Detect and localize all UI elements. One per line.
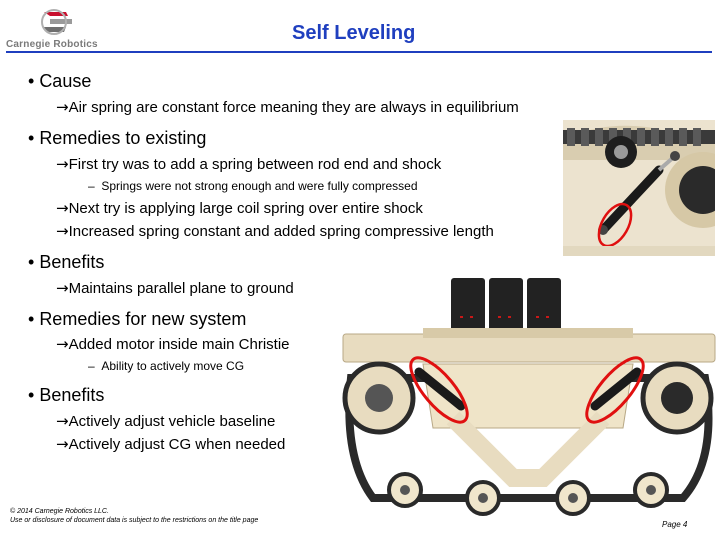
- arrow-icon: →: [56, 279, 69, 297]
- point-remedy-3: [56, 222, 494, 240]
- point-cause: [56, 98, 519, 116]
- bullet-benefits-1: • Benefits: [28, 252, 105, 272]
- bullet-cause: • Cause: [28, 71, 92, 91]
- page-title: Self Leveling: [292, 22, 416, 44]
- point-benefits-1: [56, 279, 294, 297]
- subpoint-remedy-1-text: Springs were not strong enough and were fully compressed: [101, 179, 418, 193]
- point-benefits-1-text: Maintains parallel plane to ground: [68, 280, 294, 297]
- shock-closeup-image: [563, 120, 715, 256]
- point-benefits-2a: [56, 412, 275, 430]
- logo-text: Carnegie Robotics: [6, 39, 98, 50]
- arrow-icon: →: [56, 199, 69, 217]
- subpoint-remedy-new-1: – Ability to actively move CG: [88, 359, 245, 373]
- arrow-icon: →: [56, 155, 69, 173]
- footer-notice: [10, 507, 258, 525]
- point-remedy-2-text: Next try is applying large coil spring over entire shock: [68, 200, 423, 217]
- bullet-remedies-existing: • Remedies to existing: [28, 128, 207, 148]
- copyright-text: © 2014 Carnegie Robotics LLC.: [10, 508, 109, 515]
- arrow-icon: →: [56, 335, 69, 353]
- logo-mark-icon: [6, 6, 114, 40]
- arrow-icon: →: [56, 222, 69, 240]
- page-number: Page 4: [662, 520, 688, 529]
- bullet-remedies-new-label: Remedies for new system: [39, 309, 247, 329]
- arrow-icon: →: [56, 98, 69, 116]
- carnegie-robotics-logo: [6, 6, 114, 54]
- point-remedy-new-1-text: Added motor inside main Christie: [68, 336, 290, 353]
- title-divider: [6, 51, 712, 53]
- subpoint-remedy-new-1-text: Ability to actively move CG: [101, 359, 245, 373]
- arrow-icon: →: [56, 435, 69, 453]
- point-benefits-2b-text: Actively adjust CG when needed: [68, 436, 286, 453]
- point-remedy-1: [56, 155, 441, 173]
- bullet-benefits-1-label: Benefits: [39, 252, 105, 272]
- subpoint-remedy-1: – Springs were not strong enough and were fully compressed: [88, 179, 418, 193]
- bullet-remedies-new: • Remedies for new system: [28, 309, 247, 329]
- bullet-benefits-2: • Benefits: [28, 385, 105, 405]
- point-remedy-3-text: Increased spring constant and added spring compressive length: [68, 223, 494, 240]
- point-remedy-1-text: First try was to add a spring between rod end and shock: [68, 156, 442, 173]
- point-remedy-new-1: [56, 335, 290, 353]
- restriction-text: Use or disclosure of document data is subject to the restrictions on the title page: [10, 517, 259, 524]
- bullet-cause-label: Cause: [39, 71, 92, 91]
- point-benefits-2b: [56, 435, 285, 453]
- point-remedy-2: [56, 199, 423, 217]
- point-cause-text: Air spring are constant force meaning they are always in equilibrium: [68, 99, 519, 116]
- vehicle-render-image: [333, 268, 720, 530]
- bullet-benefits-2-label: Benefits: [39, 385, 105, 405]
- bullet-remedies-existing-label: Remedies to existing: [39, 128, 207, 148]
- point-benefits-2a-text: Actively adjust vehicle baseline: [68, 413, 276, 430]
- arrow-icon: →: [56, 412, 69, 430]
